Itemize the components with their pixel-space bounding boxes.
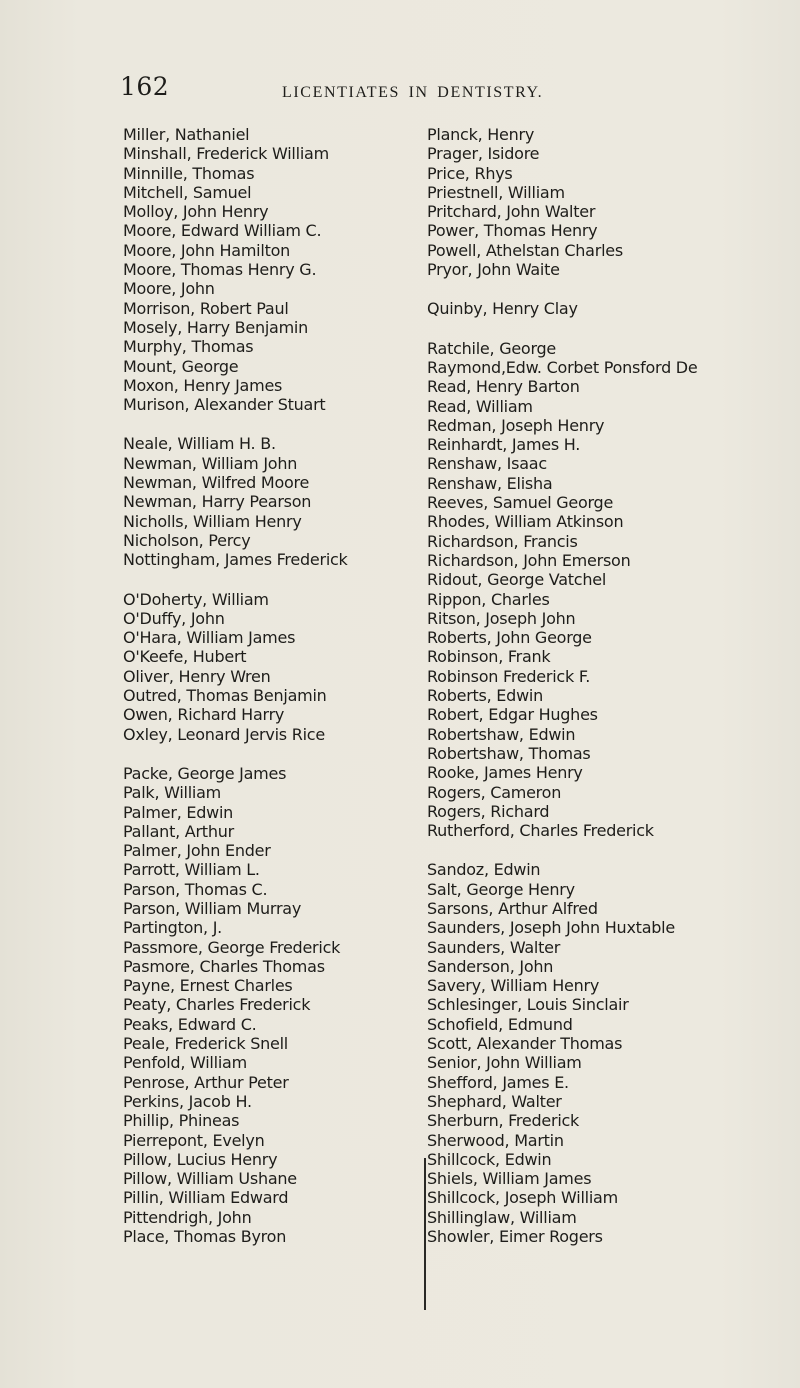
licentiate-entry: Minnille, Thomas — [123, 163, 255, 183]
section-gap — [427, 840, 767, 860]
licentiate-entry: Shillinglaw, William — [427, 1207, 577, 1227]
licentiate-entry: Place, Thomas Byron — [123, 1227, 287, 1247]
section-gap — [123, 570, 443, 590]
licentiate-entry: Pillow, Lucius Henry — [123, 1149, 278, 1169]
licentiate-entry: O'Keefe, Hubert — [123, 647, 247, 667]
licentiate-entry: Pillin, William Edward — [123, 1188, 289, 1208]
licentiate-entry: Read, William — [427, 396, 533, 416]
licentiate-entry: Oliver, Henry Wren — [123, 666, 271, 686]
licentiate-entry: Molloy, John Henry — [123, 202, 269, 222]
licentiate-entry: Shephard, Walter — [427, 1091, 562, 1111]
licentiate-entry: Redman, Joseph Henry — [427, 415, 605, 435]
licentiate-entry: Peaty, Charles Frederick — [123, 995, 311, 1015]
licentiate-entry: Savery, William Henry — [427, 976, 600, 996]
licentiate-entry: Richardson, John Emerson — [427, 550, 631, 570]
licentiate-entry: Outred, Thomas Benjamin — [123, 686, 327, 706]
left-name-column — [123, 125, 443, 1246]
licentiate-entry: Sandoz, Edwin — [427, 860, 541, 880]
licentiate-entry: Packe, George James — [123, 763, 287, 783]
licentiate-entry: Miller, Nathaniel — [123, 125, 250, 144]
licentiate-entry: Penfold, William — [123, 1053, 247, 1073]
licentiate-entry: Rutherford, Charles Frederick — [427, 821, 654, 841]
page-number: 162 — [120, 72, 170, 101]
licentiate-entry: Moxon, Henry James — [123, 375, 283, 395]
licentiate-entry: Phillip, Phineas — [123, 1111, 240, 1131]
licentiate-entry: Rogers, Cameron — [427, 782, 562, 802]
licentiate-entry: Planck, Henry — [427, 125, 535, 144]
licentiate-entry: Murison, Alexander Stuart — [123, 395, 326, 415]
licentiate-entry: Schlesinger, Louis Sinclair — [427, 995, 629, 1015]
licentiate-entry: Nottingham, James Frederick — [123, 550, 348, 570]
section-gap — [123, 744, 443, 764]
licentiate-entry: Newman, Wilfred Moore — [123, 473, 310, 493]
licentiate-entry: Robertshaw, Thomas — [427, 743, 591, 763]
page-header — [120, 72, 720, 108]
licentiate-entry: Payne, Ernest Charles — [123, 976, 293, 996]
licentiate-entry: Rooke, James Henry — [427, 763, 583, 783]
licentiate-entry: Rippon, Charles — [427, 589, 550, 609]
licentiate-entry: Sarsons, Arthur Alfred — [427, 898, 598, 918]
licentiate-entry: Reinhardt, James H. — [427, 435, 581, 455]
licentiate-entry: Rhodes, William Atkinson — [427, 512, 624, 532]
licentiate-entry: Moore, Thomas Henry G. — [123, 260, 317, 280]
licentiate-entry: Pryor, John Waite — [427, 260, 560, 280]
licentiate-entry: Passmore, George Frederick — [123, 937, 341, 957]
licentiate-entry: Oxley, Leonard Jervis Rice — [123, 724, 325, 744]
licentiate-entry: Ratchile, George — [427, 338, 557, 358]
licentiate-entry: Power, Thomas Henry — [427, 221, 598, 241]
licentiate-entry: Ritson, Joseph John — [427, 608, 576, 628]
licentiate-entry: Rogers, Richard — [427, 801, 550, 821]
licentiate-entry: Saunders, Walter — [427, 937, 561, 957]
licentiate-entry: O'Duffy, John — [123, 608, 225, 628]
section-gap — [123, 414, 443, 434]
section-gap — [427, 319, 767, 339]
licentiate-entry: Morrison, Robert Paul — [123, 298, 289, 318]
licentiate-entry: Shillcock, Edwin — [427, 1149, 552, 1169]
licentiate-entry: Pierrepont, Evelyn — [123, 1130, 265, 1150]
licentiate-entry: Mosely, Harry Benjamin — [123, 317, 309, 337]
licentiate-entry: Pasmore, Charles Thomas — [123, 956, 325, 976]
licentiate-entry: Newman, William John — [123, 453, 298, 473]
licentiate-entry: Nicholls, William Henry — [123, 511, 302, 531]
licentiate-entry: Sherwood, Martin — [427, 1130, 564, 1150]
licentiate-entry: Moore, John — [123, 279, 215, 299]
licentiate-entry: Pritchard, John Walter — [427, 202, 596, 222]
licentiate-entry: Peaks, Edward C. — [123, 1014, 257, 1034]
licentiate-entry: Parrott, William L. — [123, 860, 260, 880]
licentiate-entry: Senior, John William — [427, 1053, 582, 1073]
licentiate-entry: Robert, Edgar Hughes — [427, 705, 598, 725]
licentiate-entry: Priestnell, William — [427, 182, 565, 202]
licentiate-entry: Sherburn, Frederick — [427, 1111, 580, 1131]
licentiate-entry: Saunders, Joseph John Huxtable — [427, 918, 675, 938]
licentiate-entry: Palk, William — [123, 783, 222, 803]
margin-mark — [424, 1158, 426, 1310]
right-name-column — [427, 125, 767, 1246]
licentiate-entry: Raymond,Edw. Corbet Ponsford De — [427, 357, 698, 377]
licentiate-entry: Peale, Frederick Snell — [123, 1034, 288, 1054]
licentiate-entry: Robinson Frederick F. — [427, 666, 591, 686]
licentiate-entry: Palmer, John Ender — [123, 841, 271, 861]
licentiate-entry: Neale, William H. B. — [123, 434, 276, 454]
licentiate-entry: Partington, J. — [123, 918, 223, 938]
licentiate-entry: Perkins, Jacob H. — [123, 1091, 252, 1111]
licentiate-entry: Salt, George Henry — [427, 879, 575, 899]
licentiate-entry: Scott, Alexander Thomas — [427, 1034, 623, 1054]
licentiate-entry: Powell, Athelstan Charles — [427, 240, 623, 260]
licentiate-entry: Owen, Richard Harry — [123, 705, 285, 725]
licentiate-entry: Sanderson, John — [427, 956, 554, 976]
licentiate-entry: Quinby, Henry Clay — [427, 299, 578, 319]
licentiate-entry: Robertshaw, Edwin — [427, 724, 576, 744]
licentiate-entry: Penrose, Arthur Peter — [123, 1072, 289, 1092]
licentiate-entry: Minshall, Frederick William — [123, 144, 329, 164]
licentiate-entry: Pallant, Arthur — [123, 821, 234, 841]
licentiate-entry: Read, Henry Barton — [427, 377, 580, 397]
licentiate-entry: Shillcock, Joseph William — [427, 1188, 618, 1208]
section-gap — [427, 279, 767, 299]
licentiate-entry: Robinson, Frank — [427, 647, 551, 667]
licentiate-entry: O'Hara, William James — [123, 628, 296, 648]
licentiate-entry: Price, Rhys — [427, 163, 513, 183]
licentiate-entry: Renshaw, Elisha — [427, 473, 553, 493]
licentiate-entry: Moore, Edward William C. — [123, 221, 322, 241]
licentiate-entry: Reeves, Samuel George — [427, 493, 614, 513]
licentiate-entry: Mitchell, Samuel — [123, 182, 252, 202]
licentiate-entry: Newman, Harry Pearson — [123, 492, 312, 512]
licentiate-entry: Mount, George — [123, 356, 239, 376]
licentiate-entry: Shiels, William James — [427, 1169, 592, 1189]
licentiate-entry: Prager, Isidore — [427, 144, 540, 164]
licentiate-entry: Roberts, Edwin — [427, 686, 543, 706]
licentiate-entry: Schofield, Edmund — [427, 1014, 573, 1034]
licentiate-entry: Parson, Thomas C. — [123, 879, 268, 899]
licentiate-entry: Moore, John Hamilton — [123, 240, 291, 260]
licentiate-entry: Murphy, Thomas — [123, 337, 254, 357]
licentiate-entry: Renshaw, Isaac — [427, 454, 547, 474]
licentiate-entry: Showler, Eimer Rogers — [427, 1227, 603, 1247]
running-title: LICENTIATES IN DENTISTRY. — [282, 84, 544, 101]
licentiate-entry: Palmer, Edwin — [123, 802, 234, 822]
licentiate-entry: Ridout, George Vatchel — [427, 570, 607, 590]
licentiate-entry: Parson, William Murray — [123, 898, 302, 918]
licentiate-entry: Nicholson, Percy — [123, 530, 251, 550]
licentiate-entry: Richardson, Francis — [427, 531, 578, 551]
licentiate-entry: Shefford, James E. — [427, 1072, 569, 1092]
licentiate-entry: Pittendrigh, John — [123, 1207, 252, 1227]
licentiate-entry: Roberts, John George — [427, 628, 592, 648]
licentiate-entry: Pillow, William Ushane — [123, 1169, 297, 1189]
licentiate-entry: O'Doherty, William — [123, 589, 269, 609]
